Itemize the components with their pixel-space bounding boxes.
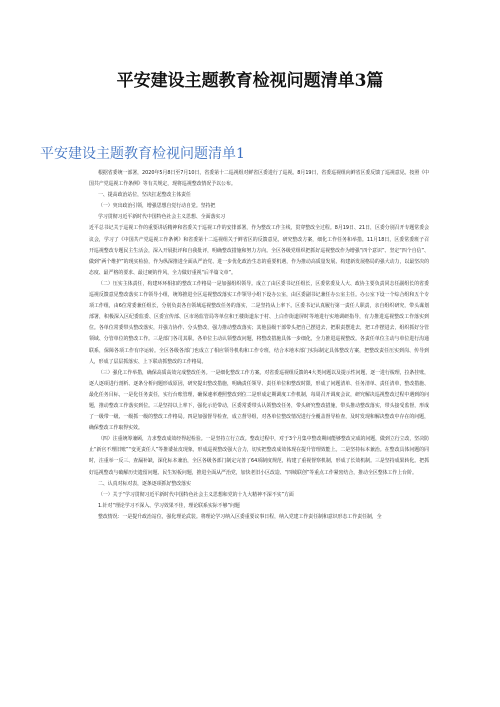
paragraph-subheading: （一）突出政治引领，增强思想自觉行动自觉。坚持把 xyxy=(98,203,216,210)
paragraph: 学习贯彻习近平新时代中国特色社会主义思想、全面落实习 xyxy=(98,214,226,221)
document-main-title: 平安建设主题教育检视问题清单3篇 xyxy=(116,71,384,91)
section-title: 平安建设主题教育检视问题清单1 xyxy=(40,146,245,162)
paragraph-heading: 二、认真对标对表，逐条逐项抓好整改落实 xyxy=(98,480,191,487)
paragraph: 近平总书记关于巡视工作的重要讲话精神和省委关于巡视工作的安排部署，作为整改工作主线，贯穿整改全过程。8月19日、21日，区委分别召开专题常委会议会，学习了《中国共产党巡视工作条例》和省委第十二巡视组关于鲜省区的反馈意见，研究整改方案，细化工作任务和举措。11月18日，区委常委班子召开巡视整改专题民主生活会，深入开展批评和自我批评，明确整改措施和努力方向。全区各级党组织把抓好巡视整改作为增强“四个意识”、坚定“四个自信”、做到“两个维护”的现实检验，作为纵深推进全面从严治党、进一步优化政治生态的重要机遇，作为推动高质量发展、构建新发展格局的强大动力，以最坚决的态度、最严格的要求、最过硬的作风，全力做好重视“后半篇文章”。 xyxy=(89,225,429,276)
paragraph: （二）压实主体责任，构建环环相扣的整改工作格局一是加强组织领导。成立了由区委书记任组长，区委常委及人大、政协主要负责同志任副组长的省委巡视反馈意见整改落实工作领导小组，统筹推进全区巡视整改落实工作领导小组下设办公室，由区委副书记兼任办公室主任。办公室下设一个综合组和五个专项工作组，由6位常委兼任组长，分别负责各自领域巡视整改任务的落实，二是坚持从上率下。区委书记认真履行第一责任人职责，亲自组织研究，带头谋划部署，积极深入区纪委监委、区委宣传部、区市场监管局等单位和王楼街道东于村、上白作街道屏时等地进行实地调研指导，有力推进巡视整改工作落实到位。各单位常委带头整改落实，并强力协作、分头整改，强力推动整改落实；其他县级干部带头把自己摆进去，把职责摆进去，把工作摆进去，组织抓好分管领域、分管单位的整改工作。三是部门各司其职。各单位主动认领整改问题，将整改措施具体一步细化，全力推进巡视整改。各责任单位主动与单位进行沟通联系，保障各项工作有序运转。全区各级各部门也成立了相应领导机构和工作专班，结合本地本部门实际制定具体整改方案，把整改责任压实到岗、传导到人，形成了层层抓落实、上下联动抓整改的工作格局。 xyxy=(89,280,429,365)
paragraph: （四）注重统筹兼顾，力求整改成效经得起检验。一是坚持立行立改。整改过程中，对于3个月集中整改期间能够整改完成的问题，做到立行立改，坚决防止“新官不理旧账”“变更责任人”等推诿扯皮现象，形成巡视整改强大合力，切实把整改成效体现在提升管理效能上。二是坚持标本兼治。在整改具体问题的同时，注重举一反三、查漏补缺，深化标本兼治，全区各级各部门制定完善了64项制度规范，构建了重视督察机制，形成了长效机制。三是坚持成果转化。把抓好巡视整改与破解历史遗留问题、民生短板问题，推进全面从严治党，加快老旧小区改造、“四城联创”等重点工作紧密结合，推动全区整体工作上台阶。 xyxy=(89,436,429,476)
paragraph: 根据省委统一部署，2020年5月8日至7月10日，省委第十二巡视组对鲜省区委进行了巡视。8月19日，省委巡视组向鲜省区委反馈了巡视意见。按照《中国共产党巡视工作条例》等有关规定，现将巡视整改情况予以公布。 xyxy=(89,170,429,188)
paragraph-item: 1.针对“理论学习不深入、学习效果不佳，理论联系实际不够”问题 xyxy=(98,502,240,509)
paragraph-subheading: （一）关于“学习贯彻习近平新时代中国特色社会主义思想和党的十九大精神不深不实”方面 xyxy=(98,491,294,498)
paragraph: 整改情况：一是提升政治站位，强化理论武装。将理论学习纳入区委重要议事日程，纳入党建工作责任制和意识形态工作责任制，全 xyxy=(98,513,382,520)
document-body xyxy=(89,168,429,523)
paragraph-heading: 一、提高政治站位，坚决扛起整改主体责任 xyxy=(98,192,191,199)
paragraph: （三）强化工作举措，确保高质高效完成整改任务。一是细化整改工作方案。对省委巡视组反馈的4大类问题以及提示性问题，逐一进行梳理，拉条挂账，逐人逐项进行剖析、逐条分析问题形成原因，研究提出整改措施，明确责任领导、责任单位和整改时限，形成了问题清单、任务清单、责任清单，整改措施、最化任务目标，一是化任务责任，实行台账管理，确保速率遵照整改到位二是形成定期调度工作机制，每周召开调度会议，研究解决巡视整改过程中遇到的问题，推动整改工作落实到位。三是坚持以上率下，强化示范带动，区委常委带头认领整改任务，带头研究整改措施，带头推动整改落实，带头接受监督，形成了一级带一级、一级抓一级的整改工作格局。四是加强督导检查，成立督导组，对各单位整改情况进行全覆盖督导检查，及时发现和解决整改中存在的问题，确保整改工作取得实效。 xyxy=(89,369,429,432)
